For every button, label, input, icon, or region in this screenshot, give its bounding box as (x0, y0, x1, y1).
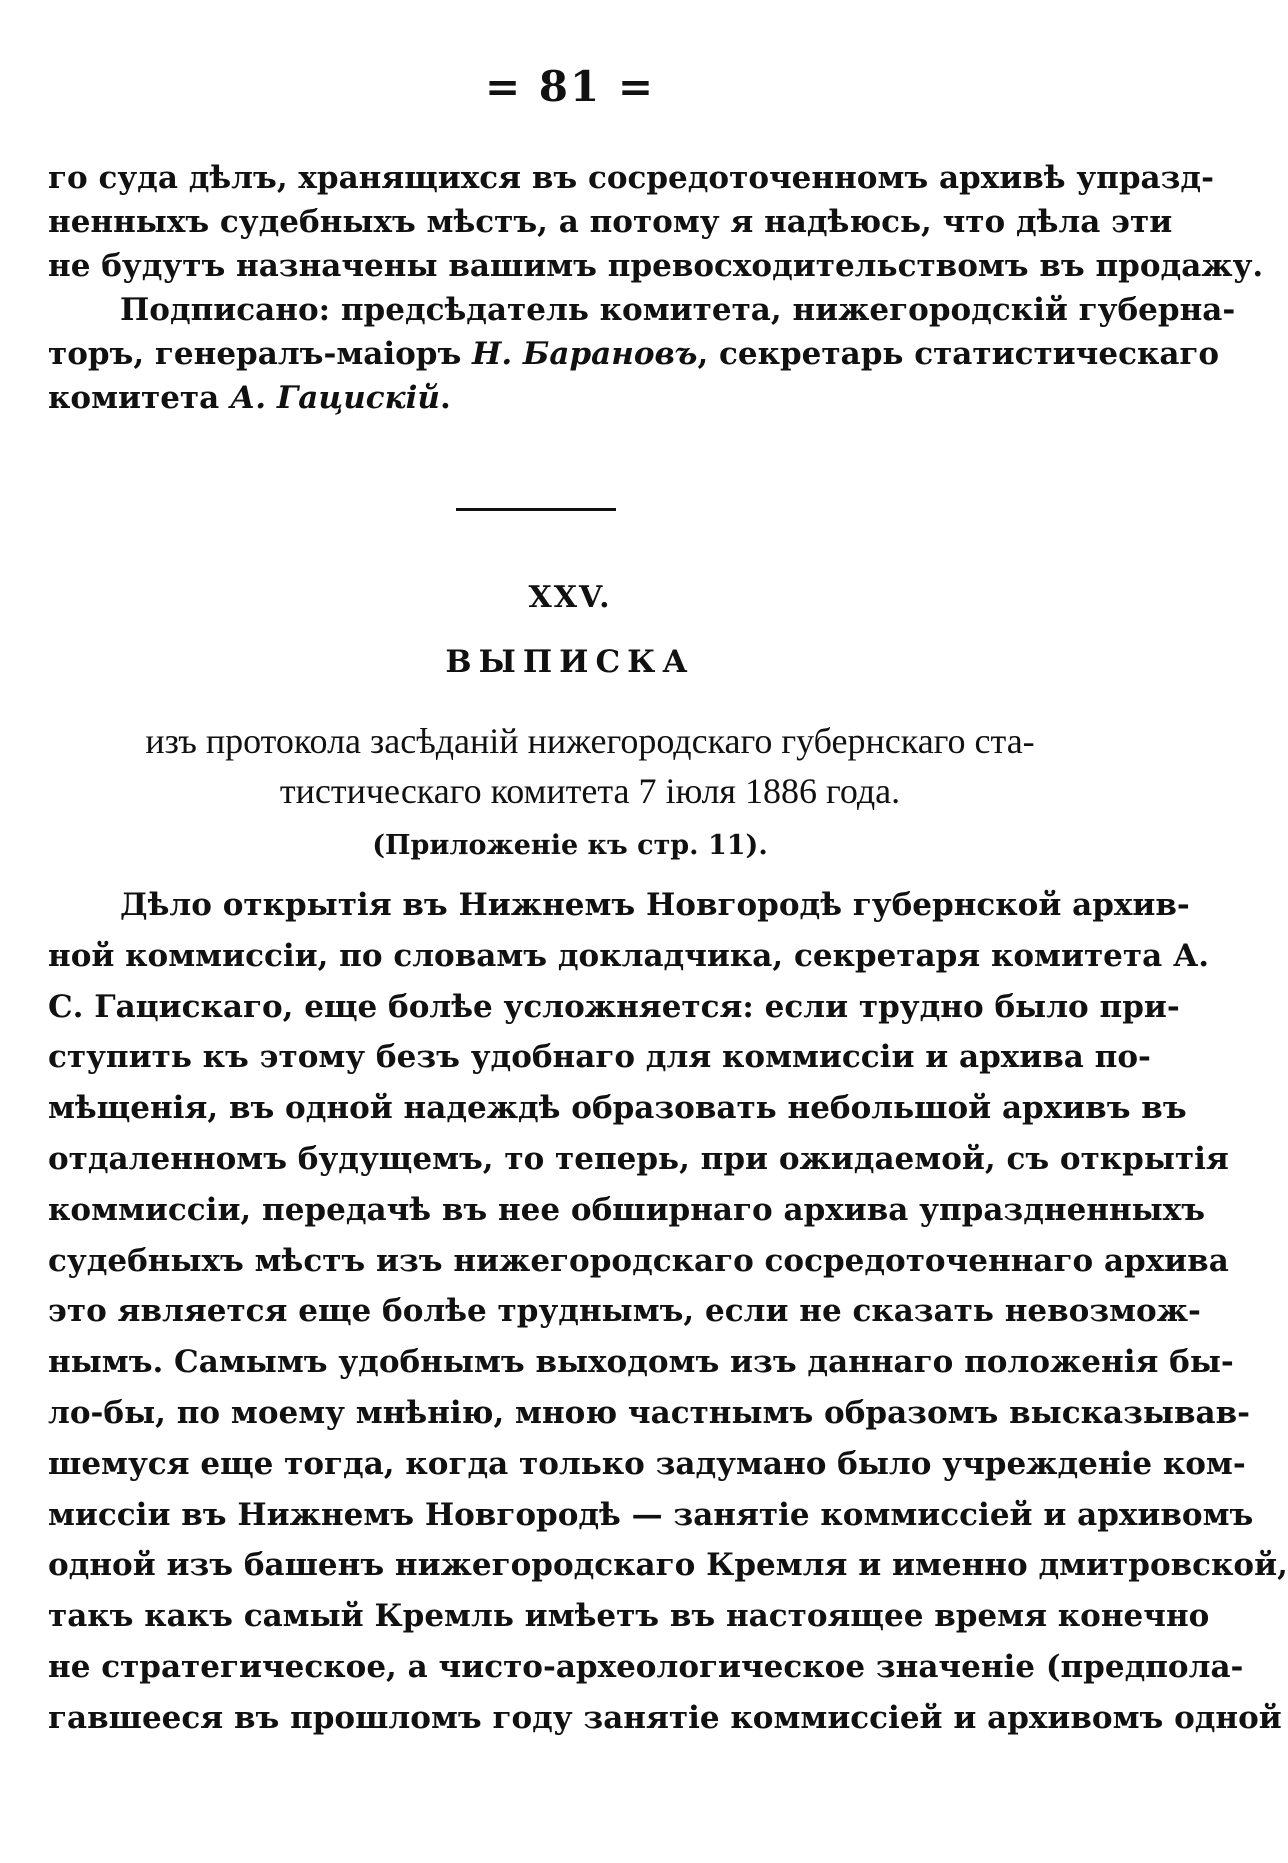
text-line: это является еще болѣе труднымъ, если не сказать невозмож- (48, 1293, 1201, 1330)
text-line: миссіи въ Нижнемъ Новгородѣ — занятіе коммиссіей и архивомъ (48, 1496, 1254, 1533)
letter-continuation (48, 156, 1264, 420)
signature-line (48, 376, 1088, 420)
text-line: не будутъ назначены вашимъ превосходительствомъ въ продажу. (48, 248, 1264, 284)
text-line: шемуся еще тогда, когда только задумано было учрежденіе ком- (48, 1445, 1246, 1482)
signature-line: Подписано: предсѣдатель комитета, нижегородскій губерна- (120, 292, 1236, 328)
section-divider (456, 508, 616, 511)
signature-text: комитета (48, 380, 231, 416)
text-line: го суда дѣлъ, хранящихся въ сосредоточенномъ архивѣ упразд- (48, 160, 1214, 196)
section-subtitle: изъ протокола засѣданій нижегородскаго губернскаго ста- (145, 721, 1035, 761)
section-number: XXV. (528, 580, 612, 615)
text-line: коммиссіи, передачѣ въ нее обширнаго архива упраздненныхъ (48, 1191, 1206, 1228)
text-line: ло-бы, по моему мнѣнію, мною частнымъ образомъ высказывав- (48, 1394, 1250, 1431)
text-line: одной изъ башенъ нижегородскаго Кремля и именно дмитровской, (48, 1547, 1288, 1584)
signature-name: А. Гацискій (230, 380, 440, 416)
text-line: не стратегическое, а чисто-археологическое значеніе (предпола- (48, 1648, 1244, 1685)
signature-text: , секретарь статистическаго (697, 336, 1220, 372)
text-line: Дѣло открытія въ Нижнемъ Новгородѣ губернской архив- (120, 887, 1190, 923)
text-line: такъ какъ самый Кремль имѣетъ въ настоящее время конечно (48, 1598, 1210, 1635)
section-subtitle: тистическаго комитета 7 іюля 1886 года. (279, 771, 901, 811)
text-line: гавшееся въ прошломъ году занятіе коммиссіей и архивомъ одной (48, 1699, 1282, 1736)
signature-text: торъ, генералъ-маіоръ (48, 336, 473, 372)
body-text (48, 880, 1288, 1744)
signature-name: Н. Барановъ (472, 336, 698, 372)
appendix-note: (Приложеніе къ стр. 11). (372, 830, 768, 861)
signature-text: . (439, 380, 451, 416)
text-line: ступить къ этому безъ удобнаго для коммиссіи и архива по- (48, 1039, 1151, 1076)
text-line: ной коммиссіи, по словамъ докладчика, секретаря комитета А. (48, 937, 1210, 974)
text-line: ненныхъ судебныхъ мѣстъ, а потому я надѣюсь, что дѣла эти (48, 204, 1173, 240)
text-line: нымъ. Самымъ удобнымъ выходомъ изъ даннаго положенія бы- (48, 1344, 1234, 1381)
text-line: отдаленномъ будущемъ, то теперь, при ожидаемой, съ открытія (48, 1140, 1229, 1177)
page-number: = 81 = (484, 62, 656, 111)
text-line: мѣщенія, въ одной надеждѣ образовать небольшой архивъ въ (48, 1090, 1187, 1127)
section-title: ВЫПИСКА (445, 644, 695, 680)
text-line: судебныхъ мѣстъ изъ нижегородскаго сосредоточеннаго архива (48, 1242, 1229, 1279)
text-line: С. Гацискаго, еще болѣе усложняется: если трудно было при- (48, 988, 1180, 1025)
signature-line (48, 332, 1220, 376)
